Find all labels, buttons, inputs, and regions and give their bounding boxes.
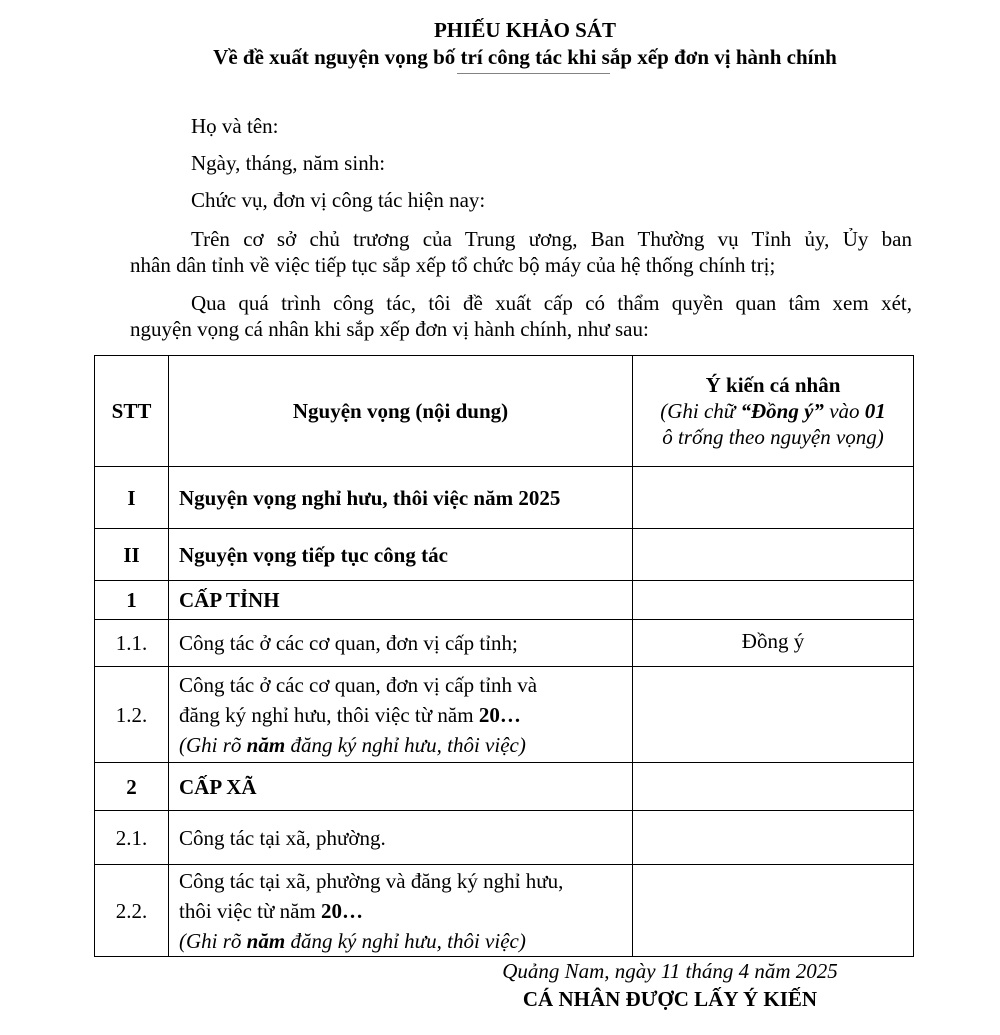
opinion-input[interactable]: Đồng ý: [633, 620, 914, 667]
year-placeholder: 20…: [321, 898, 364, 923]
row-stt: 2: [95, 763, 169, 811]
note-text: đăng ký nghỉ hưu, thôi việc): [285, 732, 526, 757]
row-stt: 1: [95, 581, 169, 620]
opinion-input[interactable]: [633, 667, 914, 763]
row-stt: I: [95, 467, 169, 529]
header-content: Nguyện vọng (nội dung): [169, 356, 633, 467]
header-opinion-note-2: ô trống theo nguyện vọng): [662, 425, 884, 449]
intro-p1-line1: Trên cơ sở chủ trương của Trung ương, Ban Thường vụ Tỉnh ủy, Ủy ban: [191, 227, 912, 251]
title-underline: [457, 73, 610, 74]
opinion-input[interactable]: [633, 865, 914, 957]
opinion-input[interactable]: [633, 811, 914, 865]
row-content-line: đăng ký nghỉ hưu, thôi việc từ năm: [179, 702, 479, 727]
note-bold: năm: [246, 928, 286, 953]
row-content: [169, 667, 633, 763]
intro-paragraph-2: [130, 290, 912, 342]
row-note: [179, 929, 526, 953]
note-bold: năm: [246, 732, 286, 757]
table-header-row: [95, 356, 914, 467]
row-stt: 1.1.: [95, 620, 169, 667]
table-row: [95, 865, 914, 957]
note-text: vào: [823, 399, 865, 423]
row-note: [179, 733, 526, 757]
row-content-line: Công tác ở các cơ quan, đơn vị cấp tỉnh và: [179, 672, 538, 697]
survey-table: [94, 355, 914, 957]
birth-date-field[interactable]: Ngày, tháng, năm sinh:: [191, 151, 386, 175]
row-content: CẤP XÃ: [169, 763, 633, 811]
header-stt: STT: [95, 356, 169, 467]
place-date: Quảng Nam, ngày 11 tháng 4 năm 2025: [502, 959, 838, 983]
intro-p1-line2: nhân dân tỉnh về việc tiếp tục sắp xếp tổ chức bộ máy của hệ thống chính trị;: [130, 253, 776, 277]
table-row: [95, 529, 914, 581]
intro-paragraph-1: [130, 226, 912, 278]
opinion-input[interactable]: [633, 763, 914, 811]
page-title: PHIẾU KHẢO SÁT: [433, 18, 617, 42]
table-row: [95, 811, 914, 865]
row-content-line: thôi việc từ năm: [179, 898, 322, 923]
row-content-line: Công tác tại xã, phường và đăng ký nghỉ hưu,: [179, 868, 564, 893]
table-row: [95, 581, 914, 620]
full-name-field[interactable]: Họ và tên:: [191, 114, 279, 138]
row-content: Công tác tại xã, phường.: [169, 811, 633, 865]
row-stt: II: [95, 529, 169, 581]
row-stt: 1.2.: [95, 667, 169, 763]
opinion-input[interactable]: [633, 467, 914, 529]
note-bold: 01: [864, 399, 886, 423]
intro-p2-line2: nguyện vọng cá nhân khi sắp xếp đơn vị hành chính, như sau:: [130, 317, 649, 341]
note-text: đăng ký nghỉ hưu, thôi việc): [285, 928, 526, 953]
header-opinion: [633, 356, 914, 467]
note-text: (Ghi chữ: [660, 399, 741, 423]
opinion-input[interactable]: [633, 581, 914, 620]
row-content: Công tác ở các cơ quan, đơn vị cấp tỉnh;: [169, 620, 633, 667]
table-row: [95, 763, 914, 811]
row-stt: 2.1.: [95, 811, 169, 865]
row-content: Nguyện vọng nghỉ hưu, thôi việc năm 2025: [169, 467, 633, 529]
row-content: [169, 865, 633, 957]
note-text: (Ghi rõ: [179, 928, 247, 953]
row-stt: 2.2.: [95, 865, 169, 957]
header-opinion-title: Ý kiến cá nhân: [705, 373, 841, 397]
note-text: (Ghi rõ: [179, 732, 247, 757]
row-content: CẤP TỈNH: [169, 581, 633, 620]
table-row: [95, 620, 914, 667]
header-opinion-note: [643, 398, 903, 424]
year-placeholder: 20…: [478, 702, 521, 727]
opinion-input[interactable]: [633, 529, 914, 581]
table-row: [95, 467, 914, 529]
row-content: Nguyện vọng tiếp tục công tác: [169, 529, 633, 581]
note-bold: “Đồng ý”: [740, 399, 824, 423]
position-field[interactable]: Chức vụ, đơn vị công tác hiện nay:: [191, 188, 486, 212]
intro-p2-line1: Qua quá trình công tác, tôi đề xuất cấp có thẩm quyền quan tâm xem xét,: [191, 291, 912, 315]
page-subtitle: Về đề xuất nguyện vọng bố trí công tác khi sắp xếp đơn vị hành chính: [213, 45, 837, 69]
table-row: [95, 667, 914, 763]
signer-title: CÁ NHÂN ĐƯỢC LẤY Ý KIẾN: [522, 987, 818, 1011]
